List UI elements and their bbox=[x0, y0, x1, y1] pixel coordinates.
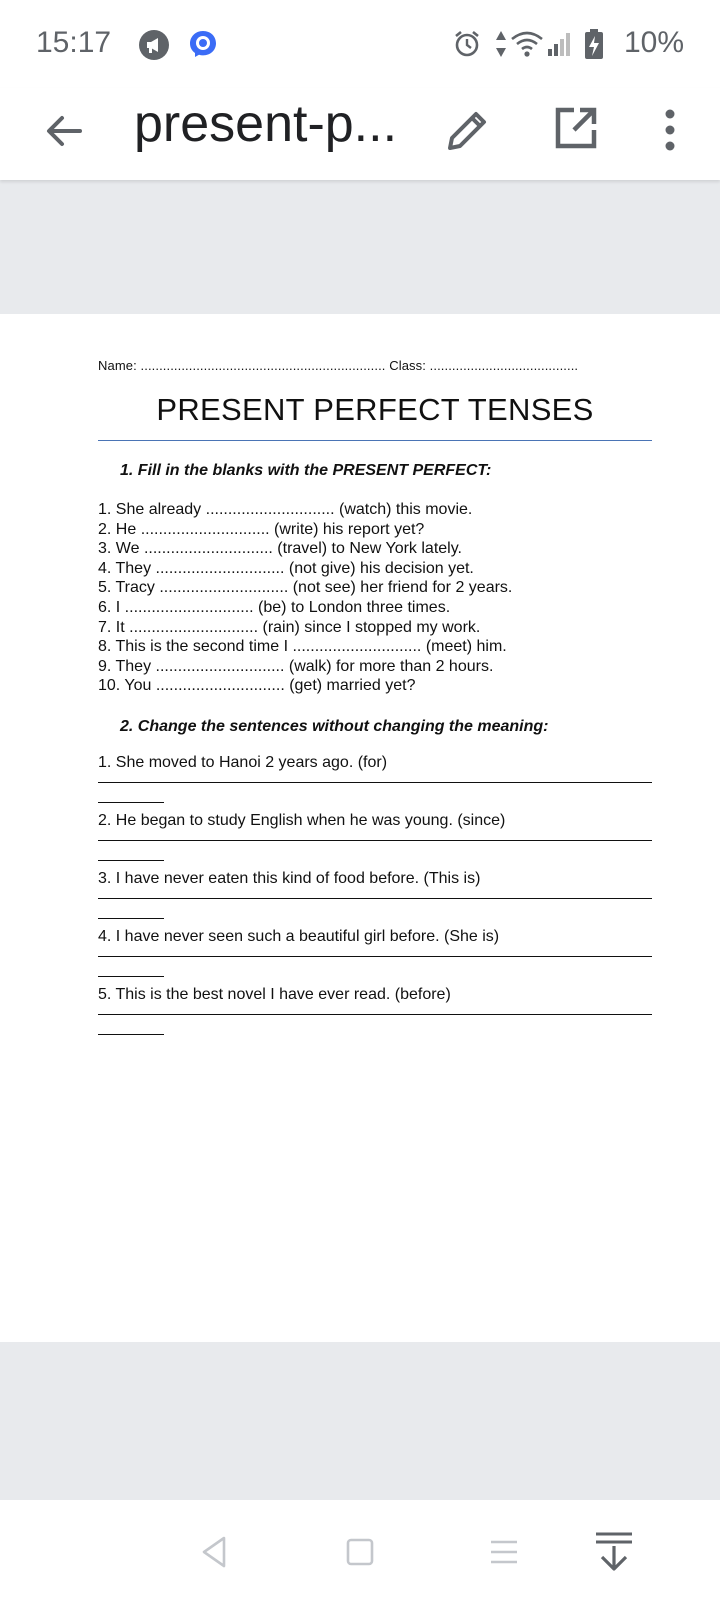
nav-hide-bar-button[interactable] bbox=[590, 1528, 638, 1576]
name-class-line bbox=[98, 358, 578, 373]
class-dots: ........................................ bbox=[429, 358, 579, 373]
list-item: 6. I ............................. (be) to London three times. bbox=[98, 598, 451, 616]
nav-home-button[interactable] bbox=[336, 1528, 384, 1576]
list-item: 10. You ............................. (get) married yet? bbox=[98, 677, 416, 695]
document-viewer[interactable] bbox=[0, 180, 720, 1500]
document-title: present-p... bbox=[134, 95, 398, 153]
name-dots: .................................................................. bbox=[140, 358, 386, 373]
open-in-app-button[interactable] bbox=[550, 102, 602, 154]
answer-line bbox=[98, 898, 652, 899]
list-item: 3. We ............................. (travel) to New York lately. bbox=[98, 540, 462, 558]
edit-button[interactable] bbox=[442, 104, 494, 156]
transform-item bbox=[98, 928, 652, 988]
megaphone-notification-icon bbox=[138, 29, 170, 61]
answer-line bbox=[98, 840, 652, 841]
answer-line-tail bbox=[98, 860, 164, 861]
battery-charging-icon bbox=[584, 28, 604, 60]
status-bar bbox=[0, 0, 720, 88]
answer-line-tail bbox=[98, 1034, 164, 1035]
section2-heading: 2. Change the sentences without changing the meaning: bbox=[120, 718, 549, 735]
wifi-icon bbox=[510, 30, 544, 58]
battery-percent: 10% bbox=[624, 26, 685, 59]
more-options-button[interactable] bbox=[652, 102, 688, 158]
transform-item bbox=[98, 870, 652, 930]
app-bar bbox=[0, 88, 720, 180]
list-item: 2. He ............................. (write) his report yet? bbox=[98, 520, 425, 538]
status-time: 15:17 bbox=[36, 26, 112, 59]
fill-blanks-list bbox=[98, 500, 658, 696]
transform-item bbox=[98, 986, 652, 1046]
signal-icon bbox=[546, 30, 574, 58]
list-item: 5. Tracy ............................. (not see) her friend for 2 years. bbox=[98, 579, 513, 597]
list-item: 4. They ............................. (not give) his decision yet. bbox=[98, 559, 474, 577]
open-external-icon bbox=[550, 102, 602, 154]
nav-recents-icon bbox=[484, 1532, 524, 1572]
list-item: 8. This is the second time I ............................. (meet) him. bbox=[98, 638, 507, 656]
navigation-bar bbox=[0, 1500, 720, 1600]
transform-prompt: 3. I have never eaten this kind of food before. (This is) bbox=[98, 870, 481, 887]
nav-back-button[interactable] bbox=[190, 1528, 238, 1576]
more-vert-icon bbox=[652, 102, 688, 158]
transform-item bbox=[98, 754, 652, 814]
nav-back-icon bbox=[194, 1532, 234, 1572]
transform-prompt: 4. I have never seen such a beautiful girl before. (She is) bbox=[98, 928, 500, 945]
list-item: 7. It ............................. (rain) since I stopped my work. bbox=[98, 618, 481, 636]
worksheet-title: PRESENT PERFECT TENSES bbox=[156, 392, 594, 427]
list-item: 1. She already ............................. (watch) this movie. bbox=[98, 501, 473, 518]
back-arrow-icon bbox=[42, 110, 84, 152]
title-divider bbox=[98, 440, 652, 441]
answer-line bbox=[98, 956, 652, 957]
transform-prompt: 1. She moved to Hanoi 2 years ago. (for) bbox=[98, 754, 388, 771]
answer-line-tail bbox=[98, 802, 164, 803]
pencil-icon bbox=[442, 104, 494, 156]
back-button[interactable] bbox=[38, 106, 88, 156]
class-label: Class: bbox=[389, 358, 426, 373]
nav-recents-button[interactable] bbox=[480, 1528, 528, 1576]
name-label: Name: bbox=[98, 358, 137, 373]
transform-item bbox=[98, 812, 652, 872]
list-item: 9. They ............................. (walk) for more than 2 hours. bbox=[98, 657, 494, 675]
answer-line bbox=[98, 1014, 652, 1015]
alarm-icon bbox=[452, 29, 482, 59]
data-arrows-icon bbox=[494, 30, 508, 58]
answer-line-tail bbox=[98, 976, 164, 977]
answer-line-tail bbox=[98, 918, 164, 919]
nav-hide-bar-icon bbox=[592, 1530, 636, 1574]
messenger-icon bbox=[188, 29, 218, 59]
section1-heading: 1. Fill in the blanks with the PRESENT PERFECT: bbox=[120, 462, 492, 479]
transform-prompt: 5. This is the best novel I have ever read. (before) bbox=[98, 986, 451, 1003]
answer-line bbox=[98, 782, 652, 783]
nav-home-icon bbox=[340, 1532, 380, 1572]
transform-prompt: 2. He began to study English when he was young. (since) bbox=[98, 812, 506, 829]
document-page[interactable] bbox=[0, 314, 720, 1342]
